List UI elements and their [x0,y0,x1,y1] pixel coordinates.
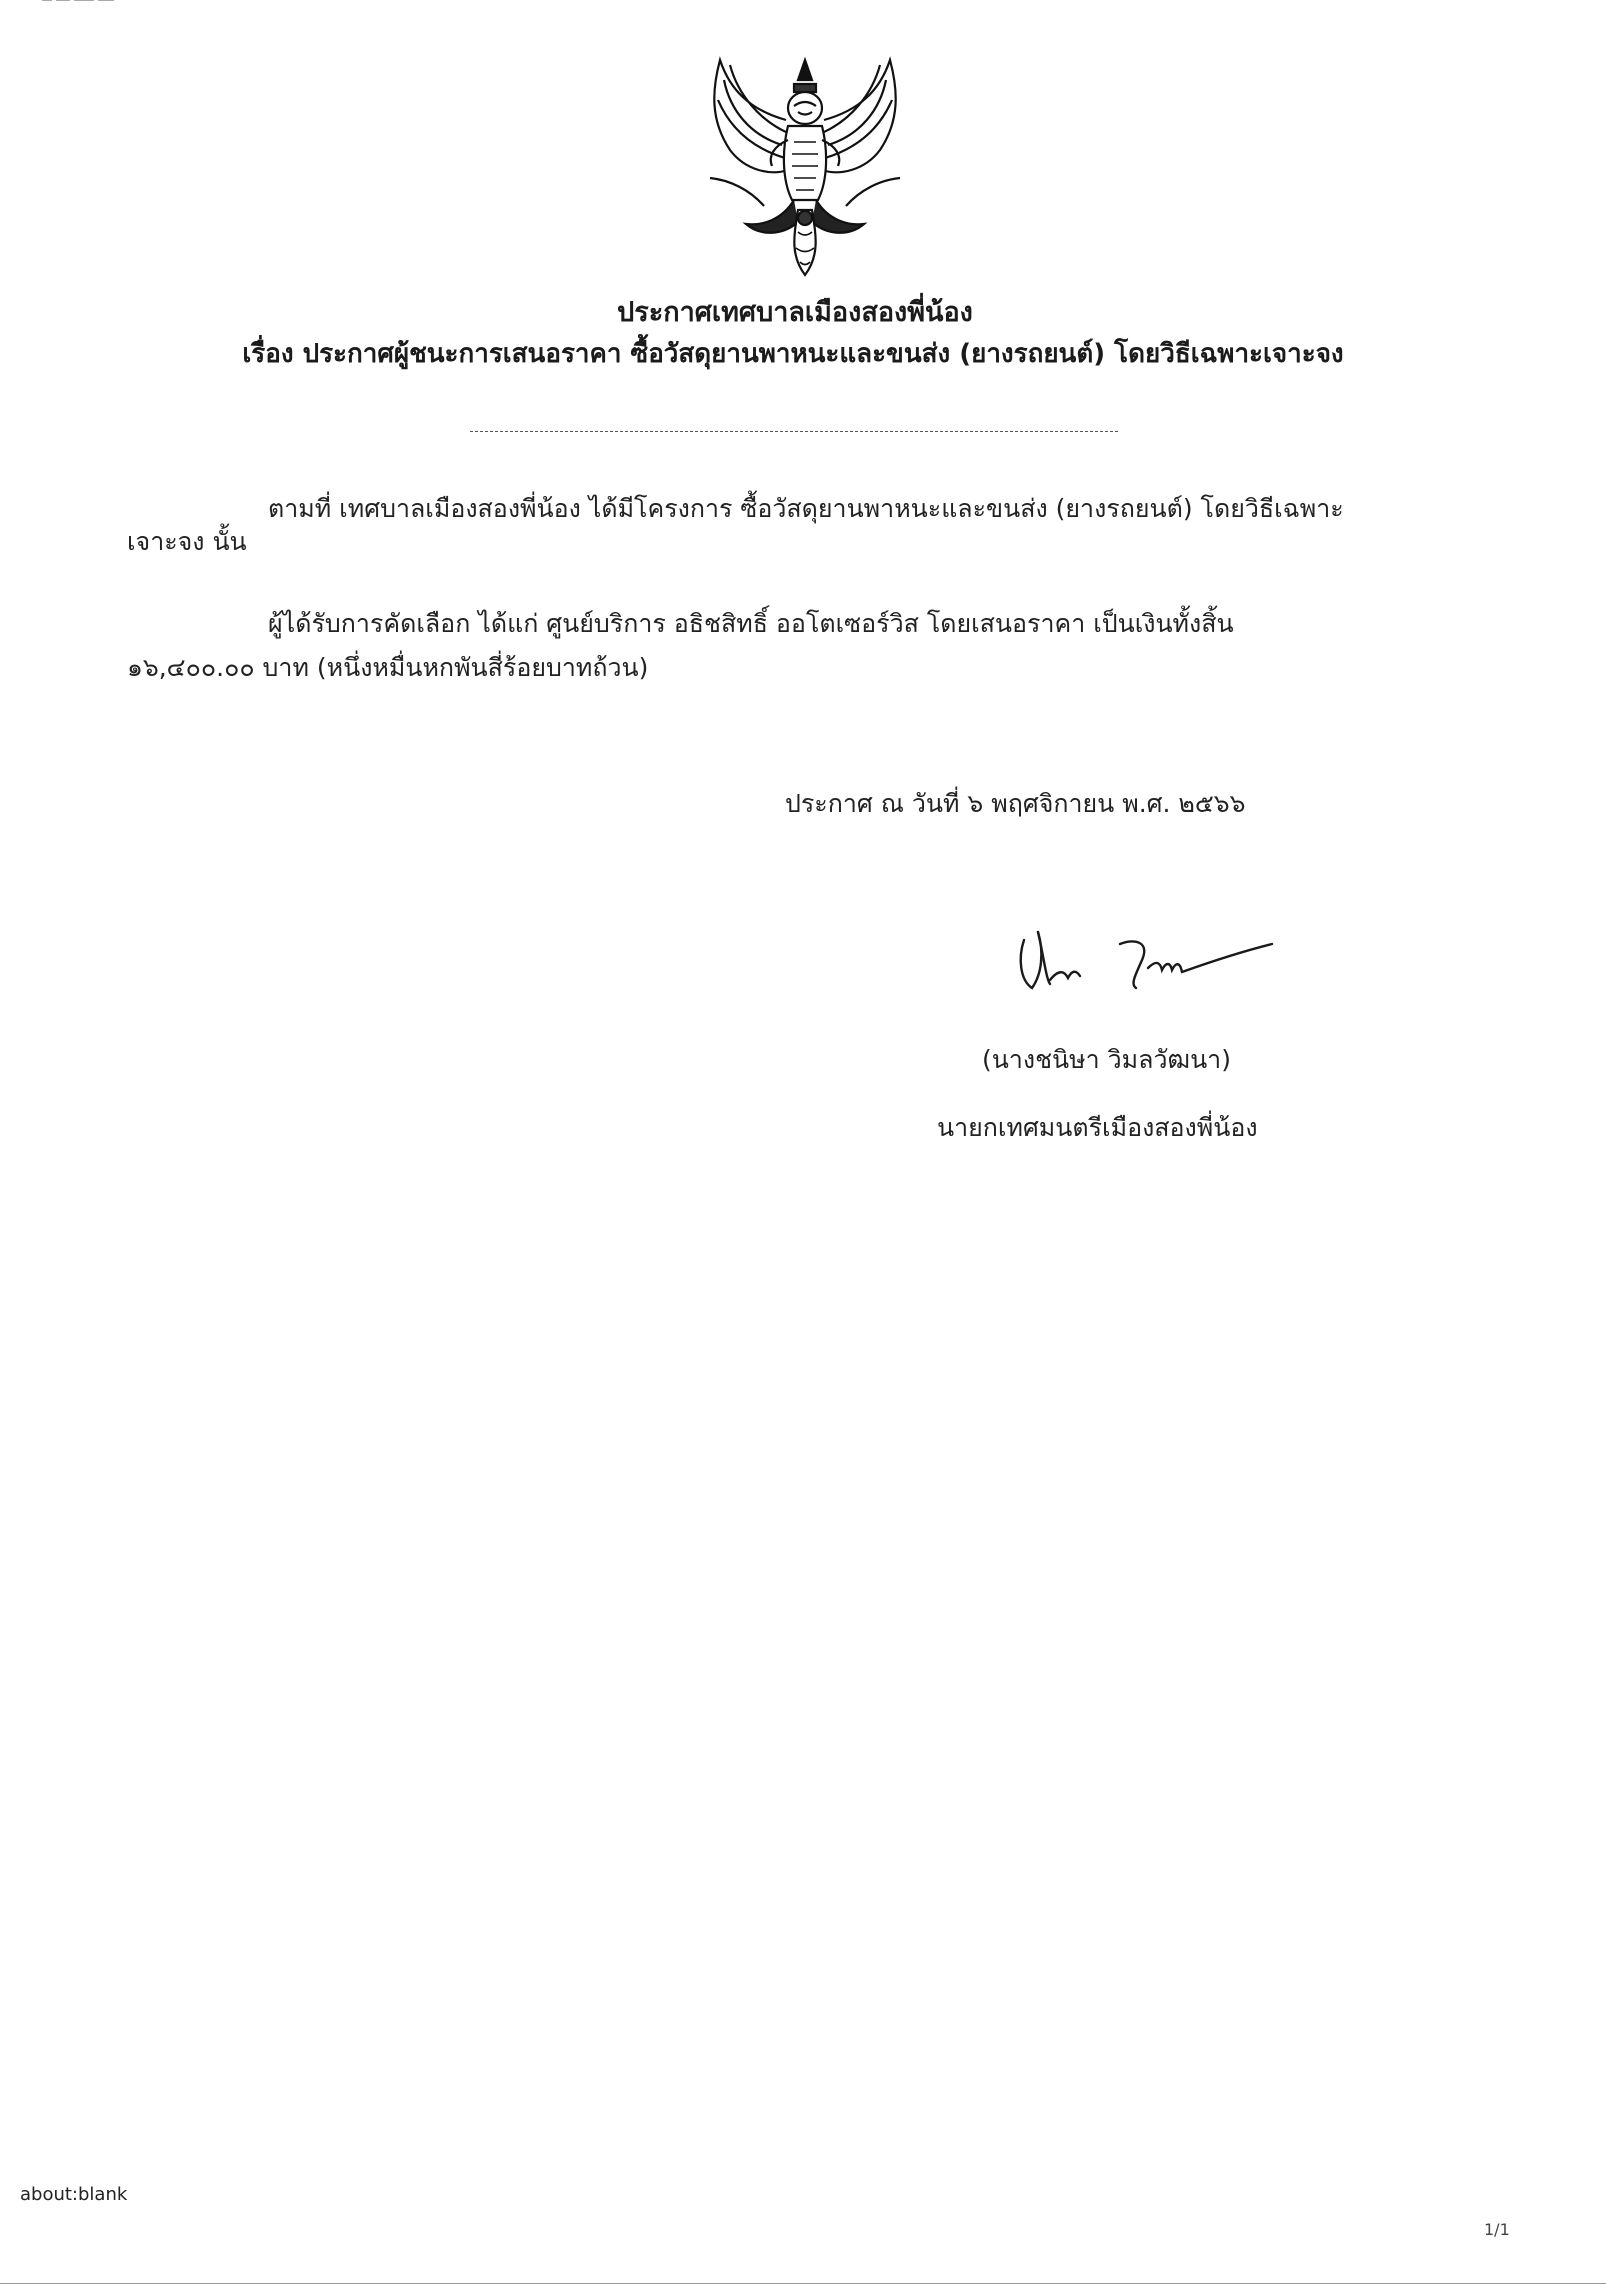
paragraph-1-line-2: เจาะจง นั้น [127,527,247,556]
printer-corner-mark [40,0,130,8]
signer-name: (นางชนิษา วิมลวัฒนา) [982,1045,1231,1074]
divider-line [470,431,1118,432]
signer-title: นายกเทศมนตรีเมืองสองพี่น้อง [937,1113,1258,1142]
garuda-emblem-icon [690,50,920,285]
footer-page-number: 1/1 [1484,2220,1510,2239]
paragraph-1-line-1: ตามที่ เทศบาลเมืองสองพี่น้อง ได้มีโครงการ ซื้อวัสดุยานพาหนะและขนส่ง (ยางรถยนต์) โดยวิธีเฉพาะ [268,494,1344,523]
announcement-heading: ประกาศเทศบาลเมืองสองพี่น้อง [617,297,973,328]
footer-url: about:blank [20,2184,128,2205]
handwritten-signature [1010,918,1280,1000]
announcement-date: ประกาศ ณ วันที่ ๖ พฤศจิกายน พ.ศ. ๒๕๖๖ [785,789,1246,818]
paragraph-2-line-1: ผู้ได้รับการคัดเลือก ได้แก่ ศูนย์บริการ อธิชสิทธิ์ ออโตเซอร์วิส โดยเสนอราคา เป็นเงินทั้งสิ้น [268,609,1234,638]
paragraph-2-line-2: ๑๖,๔๐๐.๐๐ บาท (หนึ่งหมื่นหกพันสี่ร้อยบาทถ้วน) [127,653,649,682]
announcement-subject: เรื่อง ประกาศผู้ชนะการเสนอราคา ซื้อวัสดุยานพาหนะและขนส่ง (ยางรถยนต์) โดยวิธีเฉพาะเจาะจง [242,339,1344,369]
page-bottom-edge [0,2283,1606,2284]
